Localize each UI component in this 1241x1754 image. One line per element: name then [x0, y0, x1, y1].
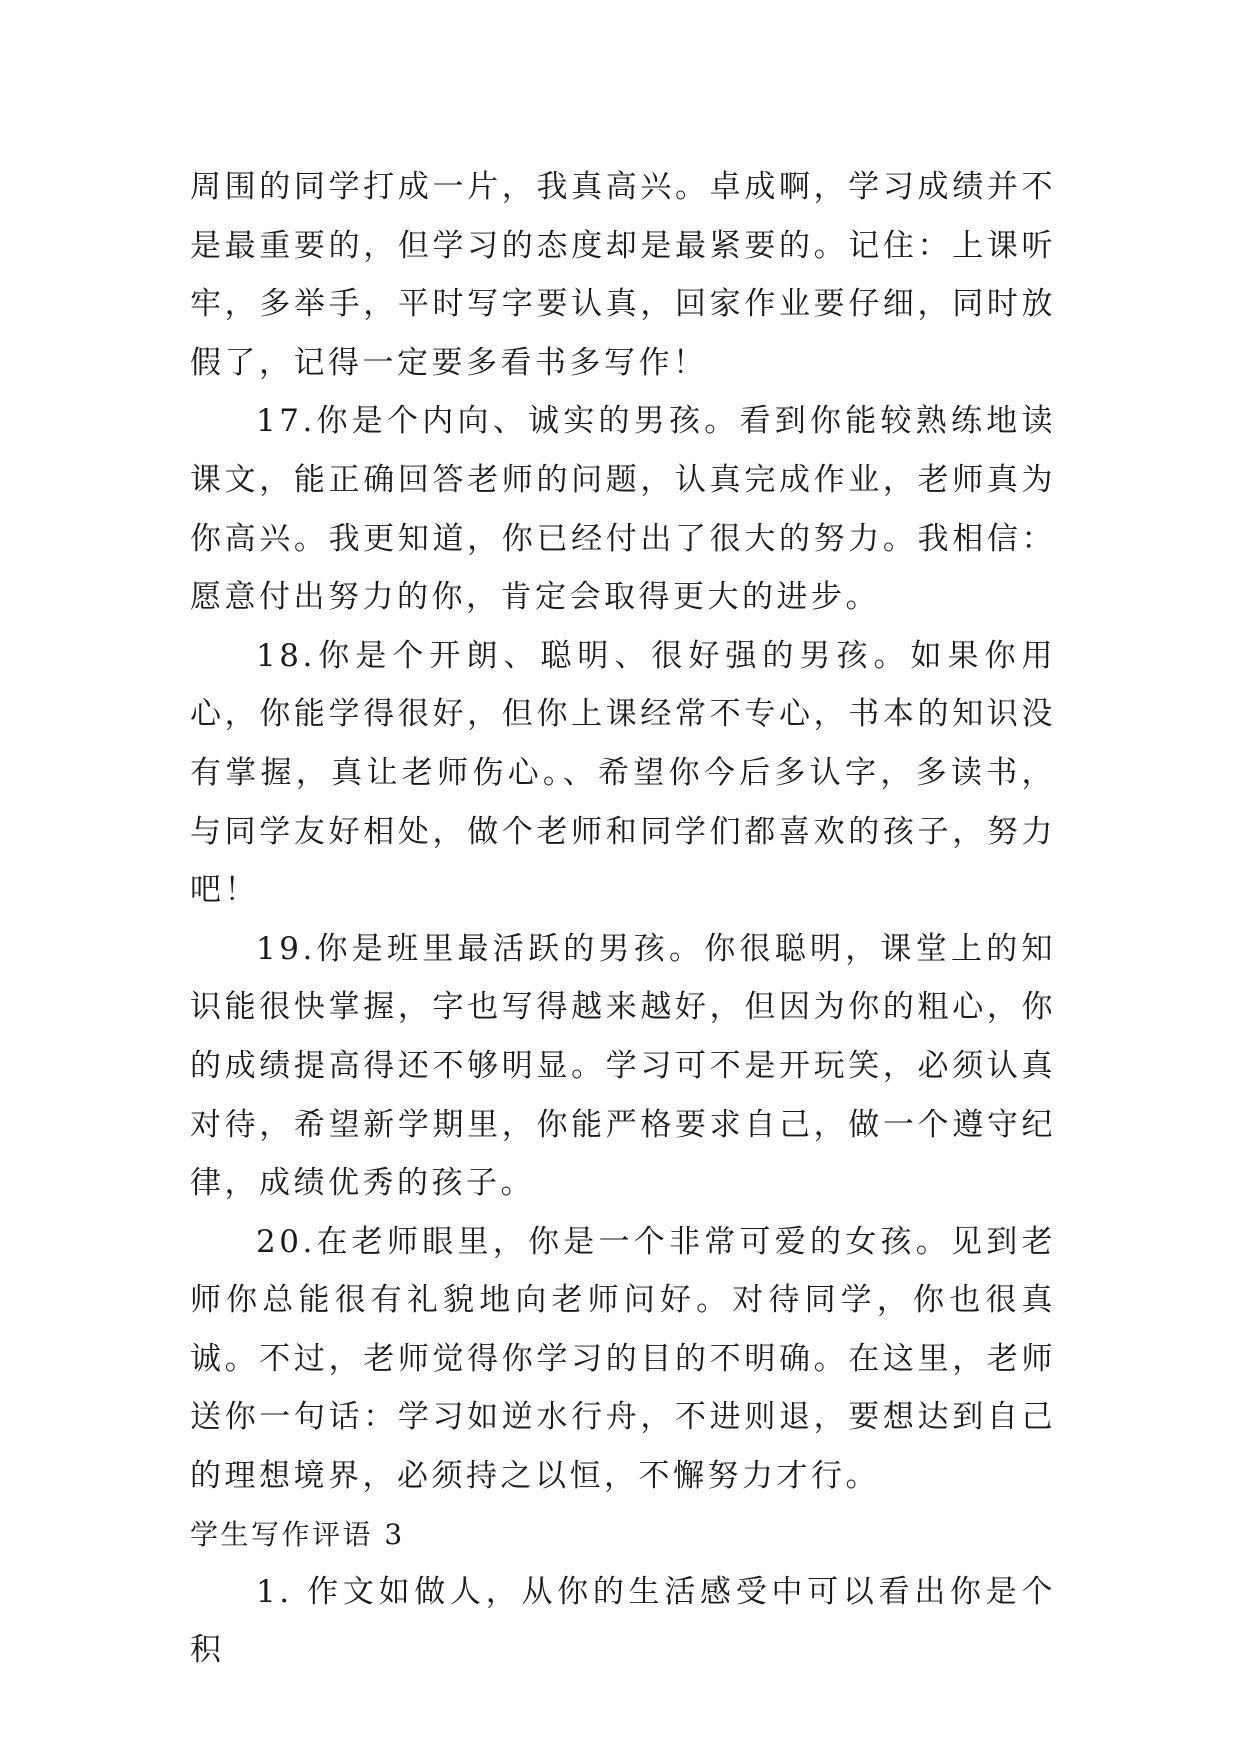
paragraph-item-20: 20.在老师眼里，你是一个非常可爱的女孩。见到老师你总能很有礼貌地向老师问好。对待同学，你也很真诚。不过，老师觉得你学习的目的不明确。在这里，老师送你一句话：学习如逆水行舟，不进则退，要想达到自己的理想境界，必须持之以恒，不懈努力才行。 [190, 1223, 1056, 1495]
paragraph-item-18: 18.你是个开朗、聪明、很好强的男孩。如果你用心，你能学得很好，但你上课经常不专心，书本的知识没有掌握，真让老师伤心。、希望你今后多认字，多读书，与同学友好相处，做个老师和同学们都喜欢的孩子，努力吧！ [190, 637, 1056, 909]
paragraph-item-1: 1. 作文如做人，从你的生活感受中可以看出你是个积 [190, 1573, 1056, 1669]
paragraph-item-19: 19.你是班里最活跃的男孩。你很聪明，课堂上的知识能很快掌握，字也写得越来越好，但因为你的粗心，你的成绩提高得还不够明显。学习可不是开玩笑，必须认真对待，希望新学期里，你能严格要求自己，做一个遵守纪律，成绩优秀的孩子。 [190, 930, 1056, 1202]
paragraph-continuation: 周围的同学打成一片，我真高兴。卓成啊，学习成绩并不是最重要的，但学习的态度却是最紧要的。记住：上课听牢，多举手，平时写字要认真，回家作业要仔细，同时放假了，记得一定要多看书多写作！ [190, 169, 1056, 381]
section-heading: 学生写作评语 3 [190, 1517, 405, 1551]
paragraph-item-17: 17.你是个内向、诚实的男孩。看到你能较熟练地读课文，能正确回答老师的问题，认真完成作业，老师真为你高兴。我更知道，你已经付出了很大的努力。我相信：愿意付出努力的你，肯定会取得更大的进步。 [190, 403, 1056, 616]
body-text [190, 158, 1056, 1680]
